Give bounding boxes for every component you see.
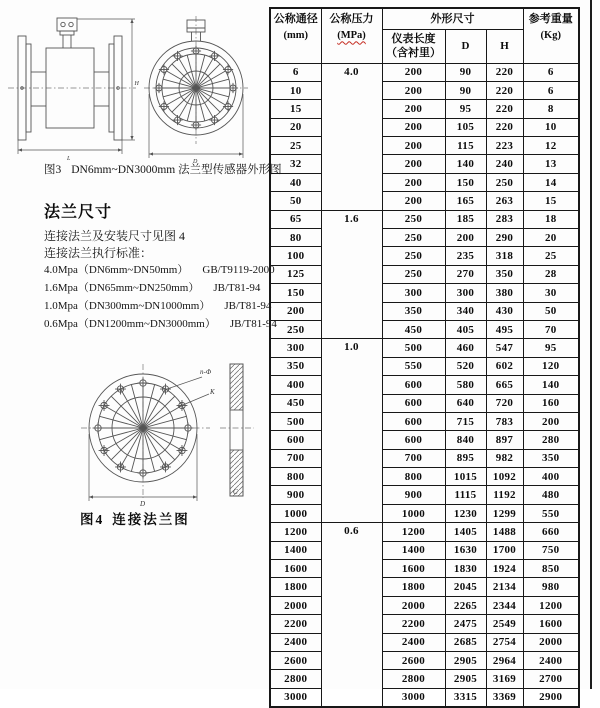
cell-h: 263 <box>486 192 523 210</box>
cell-h: 1924 <box>486 560 523 578</box>
cell-diameter: 600 <box>270 431 321 449</box>
cell-h: 220 <box>486 81 523 99</box>
terminal-box <box>57 18 77 48</box>
cell-h: 602 <box>486 357 523 375</box>
cell-d: 140 <box>445 155 486 173</box>
table-row <box>270 229 579 247</box>
col-header-pressure-title: 公称压力 <box>329 13 374 25</box>
cell-d: 340 <box>445 302 486 320</box>
cell-h: 720 <box>486 394 523 412</box>
cell-length: 1400 <box>382 541 445 559</box>
cell-diameter: 2200 <box>270 615 321 633</box>
cell-diameter: 700 <box>270 449 321 467</box>
figure4-connection-flange-drawing <box>54 350 266 508</box>
cell-length: 250 <box>382 229 445 247</box>
cell-weight: 13 <box>523 155 579 173</box>
cell-d: 2905 <box>445 652 486 670</box>
cell-length: 250 <box>382 265 445 283</box>
cell-length: 350 <box>382 302 445 320</box>
page-right-border <box>590 0 592 689</box>
cell-d: 1230 <box>445 504 486 522</box>
flowmeter-side-view <box>8 18 140 162</box>
table-row <box>270 302 579 320</box>
figure4-caption <box>80 508 190 528</box>
cell-h: 2754 <box>486 633 523 651</box>
spec-table-body <box>270 63 579 707</box>
thickness-label-c: C <box>233 488 238 496</box>
cell-h: 430 <box>486 302 523 320</box>
cell-d: 1115 <box>445 486 486 504</box>
cell-length: 600 <box>382 394 445 412</box>
figure4-caption-text: 连接法兰图 <box>112 512 190 527</box>
cell-weight: 8 <box>523 100 579 118</box>
cell-diameter: 100 <box>270 247 321 265</box>
col-header-diameter-unit: (mm) <box>283 30 308 42</box>
standard-spec: 1.6Mpa（DN65mm~DN250mm） <box>44 282 200 294</box>
cell-weight: 15 <box>523 192 579 210</box>
dim-label-d: D <box>140 500 146 508</box>
cell-d: 1405 <box>445 523 486 541</box>
cell-length: 2600 <box>382 652 445 670</box>
cell-weight: 30 <box>523 284 579 302</box>
cell-pressure: 1.0 <box>321 339 382 523</box>
cell-diameter: 125 <box>270 265 321 283</box>
col-header-length <box>382 29 445 63</box>
cell-d: 3315 <box>445 688 486 707</box>
cell-d: 1630 <box>445 541 486 559</box>
cell-diameter: 1800 <box>270 578 321 596</box>
table-row <box>270 596 579 614</box>
table-row <box>270 247 579 265</box>
table-row <box>270 63 579 81</box>
col-header-d: D <box>445 29 486 63</box>
standard-spec: 1.0Mpa（DN300mm~DN1000mm） <box>44 300 211 312</box>
cell-diameter: 400 <box>270 376 321 394</box>
cell-h: 547 <box>486 339 523 357</box>
cell-length: 200 <box>382 155 445 173</box>
cell-length: 600 <box>382 412 445 430</box>
cell-d: 640 <box>445 394 486 412</box>
cell-length: 900 <box>382 486 445 504</box>
cell-length: 450 <box>382 320 445 338</box>
cell-d: 300 <box>445 284 486 302</box>
cell-d: 90 <box>445 81 486 99</box>
cell-diameter: 2000 <box>270 596 321 614</box>
cell-weight: 480 <box>523 486 579 504</box>
flange-spokes <box>98 383 188 473</box>
table-row <box>270 541 579 559</box>
cell-h: 1092 <box>486 468 523 486</box>
table-row <box>270 615 579 633</box>
table-row <box>270 192 579 210</box>
cell-weight: 95 <box>523 339 579 357</box>
cell-diameter: 32 <box>270 155 321 173</box>
dim-label-d: D <box>193 159 198 165</box>
cell-length: 600 <box>382 376 445 394</box>
flange-standard-line <box>44 315 277 333</box>
cell-length: 700 <box>382 449 445 467</box>
cell-d: 95 <box>445 100 486 118</box>
cell-diameter: 20 <box>270 118 321 136</box>
table-row <box>270 504 579 522</box>
cell-h: 220 <box>486 118 523 136</box>
flange-intro-line2: 连接法兰执行标准： <box>44 246 153 260</box>
cell-diameter: 3000 <box>270 688 321 707</box>
cell-d: 1830 <box>445 560 486 578</box>
col-header-pressure <box>321 8 382 63</box>
cell-h: 250 <box>486 173 523 191</box>
table-row <box>270 560 579 578</box>
cell-diameter: 1400 <box>270 541 321 559</box>
col-header-h: H <box>486 29 523 63</box>
table-row <box>270 578 579 596</box>
cell-weight: 28 <box>523 265 579 283</box>
bolt-circle-label: K <box>210 388 215 396</box>
cell-length: 500 <box>382 339 445 357</box>
cell-h: 1192 <box>486 486 523 504</box>
cell-weight: 18 <box>523 210 579 228</box>
col-header-length-line1: 仪表长度 <box>391 32 436 45</box>
cell-length: 200 <box>382 173 445 191</box>
table-row <box>270 431 579 449</box>
cell-length: 800 <box>382 468 445 486</box>
flange-intro-line1: 连接法兰及安装尺寸见图 4 <box>44 229 186 243</box>
cell-d: 105 <box>445 118 486 136</box>
cell-h: 495 <box>486 320 523 338</box>
cell-d: 460 <box>445 339 486 357</box>
cell-d: 185 <box>445 210 486 228</box>
cell-weight: 980 <box>523 578 579 596</box>
cell-weight: 550 <box>523 504 579 522</box>
cell-length: 200 <box>382 100 445 118</box>
cell-weight: 50 <box>523 302 579 320</box>
standard-spec: 0.6Mpa（DN1200mm~DN3000mm） <box>44 318 216 330</box>
table-row <box>270 376 579 394</box>
table-row <box>270 118 579 136</box>
figure3-caption-label: 图3 <box>44 164 62 176</box>
dim-label-h: H <box>134 81 139 87</box>
cell-pressure: 0.6 <box>321 523 382 707</box>
cell-diameter: 1000 <box>270 504 321 522</box>
table-row <box>270 81 579 99</box>
table-row <box>270 173 579 191</box>
col-header-diameter <box>270 8 321 63</box>
cell-d: 165 <box>445 192 486 210</box>
table-row <box>270 210 579 228</box>
cell-diameter: 10 <box>270 81 321 99</box>
col-header-dimensions: 外形尺寸 <box>382 8 523 29</box>
flange-face-view <box>81 364 215 508</box>
cell-length: 250 <box>382 247 445 265</box>
table-row <box>270 265 579 283</box>
cell-weight: 400 <box>523 468 579 486</box>
cell-weight: 2400 <box>523 652 579 670</box>
standard-code: JB/T81-94 <box>224 300 272 312</box>
cell-weight: 750 <box>523 541 579 559</box>
cell-h: 3169 <box>486 670 523 688</box>
standard-code: GB/T9119-2000 <box>202 264 275 276</box>
cell-diameter: 150 <box>270 284 321 302</box>
flowmeter-front-view <box>144 16 248 165</box>
cell-diameter: 200 <box>270 302 321 320</box>
cell-diameter: 2400 <box>270 633 321 651</box>
cell-length: 300 <box>382 284 445 302</box>
table-row <box>270 688 579 707</box>
flange-section-heading: 法兰尺寸 <box>44 204 113 221</box>
figure4-caption-label: 图4 <box>80 512 105 527</box>
cell-length: 600 <box>382 431 445 449</box>
cell-diameter: 1200 <box>270 523 321 541</box>
cell-h: 2549 <box>486 615 523 633</box>
cell-diameter: 500 <box>270 412 321 430</box>
cell-weight: 70 <box>523 320 579 338</box>
cell-h: 220 <box>486 63 523 81</box>
cell-weight: 6 <box>523 63 579 81</box>
cell-h: 3369 <box>486 688 523 707</box>
table-row <box>270 449 579 467</box>
table-row <box>270 155 579 173</box>
cell-diameter: 80 <box>270 229 321 247</box>
cell-h: 220 <box>486 100 523 118</box>
cell-length: 200 <box>382 137 445 155</box>
cell-diameter: 800 <box>270 468 321 486</box>
cell-length: 2800 <box>382 670 445 688</box>
cell-d: 895 <box>445 449 486 467</box>
cell-weight: 14 <box>523 173 579 191</box>
table-row <box>270 652 579 670</box>
cell-length: 550 <box>382 357 445 375</box>
cell-d: 200 <box>445 229 486 247</box>
cell-diameter: 250 <box>270 320 321 338</box>
flange-spec-table <box>269 7 580 708</box>
cell-diameter: 2800 <box>270 670 321 688</box>
cell-weight: 12 <box>523 137 579 155</box>
cell-d: 840 <box>445 431 486 449</box>
cell-length: 1200 <box>382 523 445 541</box>
cell-d: 150 <box>445 173 486 191</box>
cell-h: 290 <box>486 229 523 247</box>
table-row <box>270 320 579 338</box>
cell-length: 200 <box>382 63 445 81</box>
table-row <box>270 394 579 412</box>
cell-diameter: 2600 <box>270 652 321 670</box>
cell-d: 715 <box>445 412 486 430</box>
cell-h: 318 <box>486 247 523 265</box>
table-row <box>270 339 579 357</box>
cell-h: 240 <box>486 155 523 173</box>
cell-weight: 2900 <box>523 688 579 707</box>
cell-d: 90 <box>445 63 486 81</box>
cell-length: 3000 <box>382 688 445 707</box>
table-row <box>270 284 579 302</box>
flange-standard-line <box>44 297 277 315</box>
table-row <box>270 357 579 375</box>
cell-length: 1800 <box>382 578 445 596</box>
table-row <box>270 137 579 155</box>
cell-weight: 350 <box>523 449 579 467</box>
cell-length: 2400 <box>382 633 445 651</box>
flange-standard-line <box>44 279 277 297</box>
cell-h: 2964 <box>486 652 523 670</box>
table-row <box>270 523 579 541</box>
cell-diameter: 6 <box>270 63 321 81</box>
cell-d: 1015 <box>445 468 486 486</box>
cell-weight: 120 <box>523 357 579 375</box>
cell-h: 2344 <box>486 596 523 614</box>
flange-section-view <box>220 364 254 496</box>
cell-length: 200 <box>382 118 445 136</box>
cell-weight: 25 <box>523 247 579 265</box>
cell-d: 520 <box>445 357 486 375</box>
cell-diameter: 350 <box>270 357 321 375</box>
cell-length: 200 <box>382 81 445 99</box>
cell-diameter: 25 <box>270 137 321 155</box>
flange-standard-line <box>44 261 277 279</box>
cell-h: 897 <box>486 431 523 449</box>
table-row <box>270 468 579 486</box>
cell-weight: 200 <box>523 412 579 430</box>
cell-weight: 2700 <box>523 670 579 688</box>
cell-length: 1000 <box>382 504 445 522</box>
cell-h: 223 <box>486 137 523 155</box>
cell-pressure: 4.0 <box>321 63 382 210</box>
figure3-caption-text: DN6mm~DN3000mm 法兰型传感器外形图 <box>71 164 282 176</box>
cell-d: 2265 <box>445 596 486 614</box>
flange-standards-list <box>44 261 277 333</box>
table-row <box>270 486 579 504</box>
cell-d: 235 <box>445 247 486 265</box>
cell-d: 270 <box>445 265 486 283</box>
cell-diameter: 300 <box>270 339 321 357</box>
cell-h: 783 <box>486 412 523 430</box>
cell-weight: 280 <box>523 431 579 449</box>
cell-d: 2905 <box>445 670 486 688</box>
cell-weight: 850 <box>523 560 579 578</box>
col-header-diameter-title: 公称通径 <box>273 13 318 25</box>
cell-weight: 6 <box>523 81 579 99</box>
cell-h: 350 <box>486 265 523 283</box>
cell-weight: 10 <box>523 118 579 136</box>
col-header-weight <box>523 8 579 63</box>
cell-weight: 1600 <box>523 615 579 633</box>
standard-code: JB/T81-94 <box>229 318 277 330</box>
cell-h: 1488 <box>486 523 523 541</box>
cell-diameter: 50 <box>270 192 321 210</box>
col-header-weight-unit: (Kg) <box>540 30 561 42</box>
cell-length: 2000 <box>382 596 445 614</box>
cell-length: 200 <box>382 192 445 210</box>
standard-spec: 4.0Mpa（DN6mm~DN50mm） <box>44 264 189 276</box>
cell-pressure: 1.6 <box>321 210 382 339</box>
cell-h: 2134 <box>486 578 523 596</box>
table-row <box>270 633 579 651</box>
bolt-count-label: n-Φ <box>200 368 212 376</box>
cell-diameter: 15 <box>270 100 321 118</box>
col-header-weight-title: 参考重量 <box>528 13 573 25</box>
cell-diameter: 65 <box>270 210 321 228</box>
col-header-pressure-unit: (MPa) <box>337 30 366 42</box>
figure3-sensor-outline-drawing <box>4 12 268 164</box>
cell-diameter: 450 <box>270 394 321 412</box>
cell-h: 1299 <box>486 504 523 522</box>
cell-d: 2045 <box>445 578 486 596</box>
flange-spokes <box>162 54 230 122</box>
cell-h: 380 <box>486 284 523 302</box>
cell-weight: 140 <box>523 376 579 394</box>
cell-h: 665 <box>486 376 523 394</box>
dim-label-l: L <box>67 156 71 162</box>
cell-d: 115 <box>445 137 486 155</box>
cell-weight: 1200 <box>523 596 579 614</box>
col-header-length-line2: （含衬里） <box>386 47 441 59</box>
cell-length: 250 <box>382 210 445 228</box>
cell-h: 283 <box>486 210 523 228</box>
cell-weight: 2000 <box>523 633 579 651</box>
standard-code: JB/T81-94 <box>213 282 261 294</box>
cell-length: 1600 <box>382 560 445 578</box>
table-row <box>270 412 579 430</box>
cell-weight: 660 <box>523 523 579 541</box>
cell-d: 580 <box>445 376 486 394</box>
cell-weight: 160 <box>523 394 579 412</box>
cell-length: 2200 <box>382 615 445 633</box>
cell-d: 2685 <box>445 633 486 651</box>
cell-h: 982 <box>486 449 523 467</box>
cell-weight: 20 <box>523 229 579 247</box>
cell-diameter: 900 <box>270 486 321 504</box>
cell-diameter: 1600 <box>270 560 321 578</box>
cell-d: 2475 <box>445 615 486 633</box>
figure3-caption <box>44 161 282 177</box>
cell-diameter: 40 <box>270 173 321 191</box>
table-row <box>270 670 579 688</box>
cell-h: 1700 <box>486 541 523 559</box>
cell-d: 405 <box>445 320 486 338</box>
table-row <box>270 100 579 118</box>
